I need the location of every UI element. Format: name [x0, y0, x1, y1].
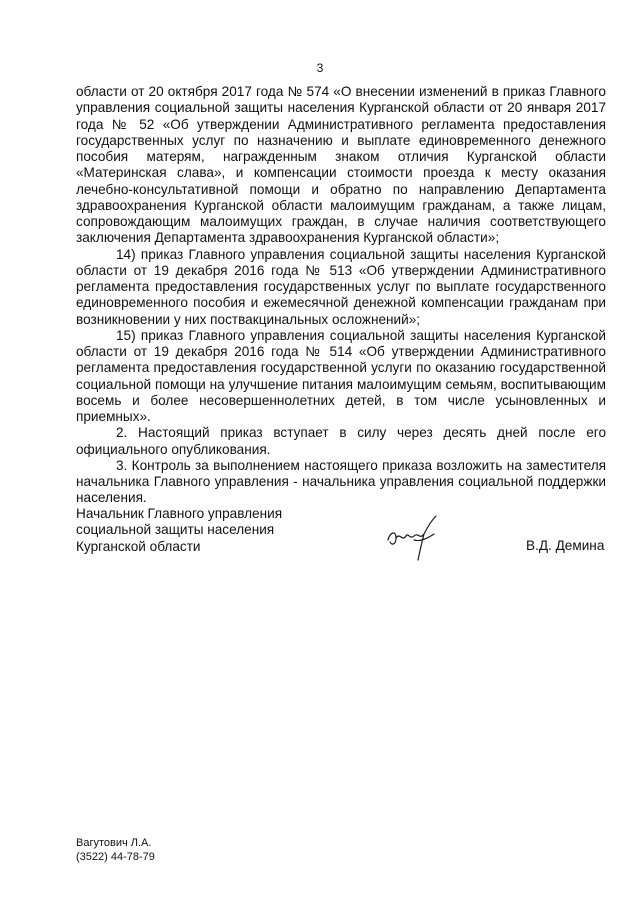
executor-info [76, 836, 155, 864]
executor-phone: (3522) 44-78-79 [76, 851, 155, 863]
executor-name: Вагутович Л.А. [76, 837, 152, 849]
signatory-title-line: Начальник Главного управления [76, 506, 283, 521]
signatory-title-line: Курганской области [76, 538, 201, 554]
document-body [76, 84, 606, 507]
signatory-title [76, 506, 282, 555]
paragraph-clause-3: 3. Контроль за выполнением настоящего приказа возложить на заместителя начальника Главного управления - начальника управления социальной поддержки населения. [76, 457, 606, 506]
page-number: 3 [316, 61, 324, 75]
paragraph-continuation: области от 20 октября 2017 года № 574 «О внесении изменений в приказ Главного управления социальной защиты населения Курганской области от 20 января 2017 года № 52 «Об утверждении Административного регламента предоставления государственных услуг по назначению и выплате единовременного денежного пособия матерям, награжденным знаком отличия Курганской области «Материнская слава», и компенсации стоимости проезда к месту оказания лечебно-консультативной помощи и обратно по направлению Департамента здравоохранения Курганской области малоимущим гражданам, а также лицам, сопровождающим малоимущих граждан, в случае наличия соответствующего заключения Департамента здравоохранения Курганской области»; [76, 84, 606, 246]
signatory-title-line: социальной защиты населения [76, 522, 275, 538]
paragraph-clause-2: 2. Настоящий приказ вступает в силу через десять дней после его официального опубликования. [76, 425, 606, 457]
handwritten-signature [384, 512, 444, 564]
signatory-name: В.Д. Демина [526, 538, 605, 553]
paragraph-item-15: 15) приказ Главного управления социальной защиты населения Курганской области от 19 декабря 2016 года № 514 «Об утверждении Административного регламента предоставления государственной услуги по оказанию государственной социальной помощи на улучшение питания малоимущим семьям, воспитывающим восемь и более несовершеннолетних детей, в том числе усыновленных и приемных». [76, 327, 606, 424]
paragraph-item-14: 14) приказ Главного управления социальной защиты населения Курганской области от 19 декабря 2016 года № 513 «Об утверждении Административного регламента предоставления государственных услуг по выплате государственного единовременного пособия и ежемесячной денежной компенсации гражданам при возникновении у них поствакцинальных осложнений»; [76, 246, 606, 327]
